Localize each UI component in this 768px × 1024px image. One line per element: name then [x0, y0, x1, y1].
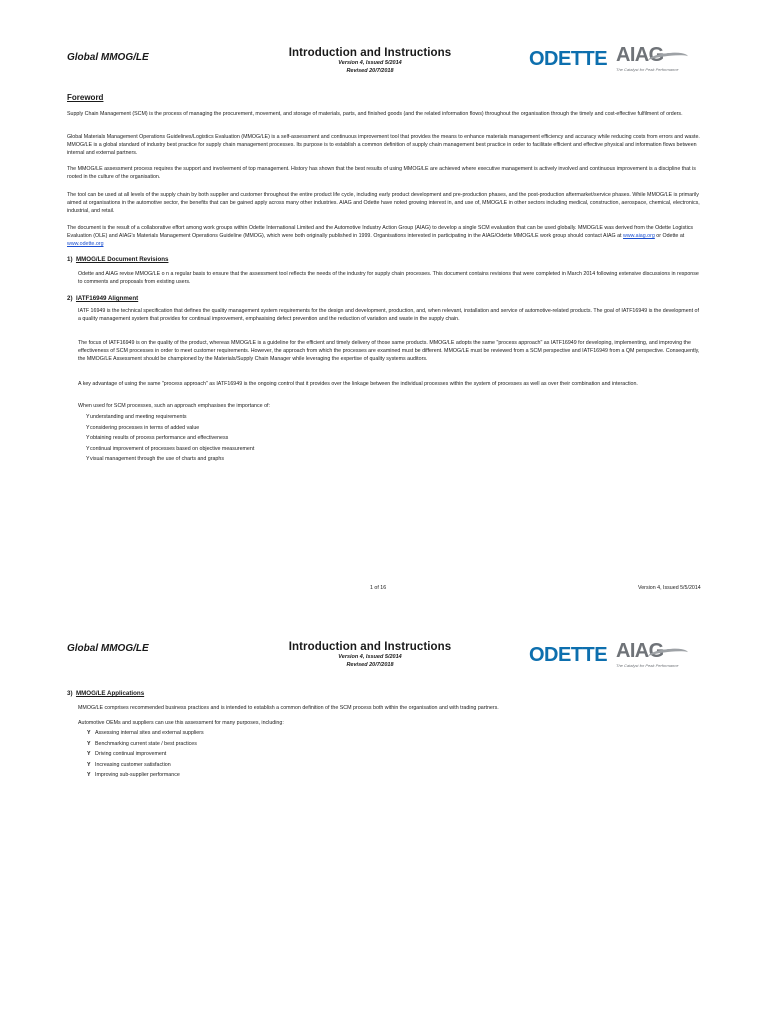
- odette-logo: ODETTE: [529, 644, 608, 666]
- paragraph: IATF 16949 is the technical specification that defines the quality management system requirements for the design and development, production, and, when relevant, installation and service of automotive-related products. The goal of IATF16949 is the development of a quality management system that provides for continual improvement, emphasising defect prevention and the reduction of variation and waste in the supply chain.: [78, 308, 699, 322]
- list-item: Y Increasing customer satisfaction: [78, 760, 702, 771]
- bullet-icon: Y: [86, 424, 90, 431]
- footer-version: Version 4, Issued 5/5/2014: [638, 585, 701, 591]
- paragraph: MMOG/LE comprises recommended business practices and is intended to establish a common definition of the SCM process both within the organisation and with trading partners.: [78, 705, 499, 711]
- aiag-logo: AIAG: [616, 640, 664, 662]
- paragraph: The document is the result of a collaborative effort among work groups within Odette International Limited and the Automotive Industry Action Group (AIAG) to develop a single SCM evaluation that can be used globally. MMOG/LE was derived from the Odette Logistics Evaluation (OLE) and AIAG's Materials Management Operations Guideline (MMOG), which were both originally published in 1999. Organisations interested in participating in the AIAG/Odette MMOG/LE work group should contact AIAG at www.aiag.org or Odette at www.odette.org: [67, 225, 694, 247]
- list-item: Y Improving sub-supplier performance: [78, 770, 702, 781]
- list-item: Y Benchmarking current state / best practices: [78, 739, 702, 750]
- foreword-para-5: [67, 225, 702, 249]
- section-2-bullets: [78, 412, 702, 465]
- section-2-para-1: [78, 308, 702, 324]
- bullet-list: [78, 728, 702, 781]
- list-item: Y Driving continual improvement: [78, 749, 702, 760]
- paragraph: The tool can be used at all levels of the supply chain by both supplier and customer throughout the entire product life cycle, including early product development and pre-production phases, and the post-production aftermarket/service phases. While MMOG/LE is primarily aimed at organisations in the automotive sector, the benefits that can be gained apply across many other industries. AIAG and Odette have noted growing interest in, and use of, MMOG/LE in other sectors including medical, construction, aerospace, chemical, electronics, industrial, and retail.: [67, 192, 700, 214]
- page-2: [0, 610, 768, 1024]
- logo-group: [527, 640, 697, 672]
- aiag-tagline: The Catalyst for Peak Performance: [616, 67, 679, 72]
- page-header: [270, 641, 470, 669]
- section-3-bullets: [78, 728, 702, 781]
- doc-left-title: Global MMOG/LE: [67, 643, 149, 654]
- paragraph: When used for SCM processes, such an approach emphasises the importance of:: [78, 403, 270, 409]
- section-2-para-3: [78, 381, 702, 389]
- foreword-para-1: [67, 111, 702, 119]
- revised-line: Revised 20/7/2018: [346, 68, 394, 74]
- bullet-icon: Y: [86, 435, 90, 441]
- paragraph: Global Materials Management Operations Guidelines/Logistics Evaluation (MMOG/LE) is a self-assessment and continuous improvement tool that provides the means to enhance materials management efficiency and accuracy while reducing costs from errors and waste. MMOG/LE is a global standard of industry best practice for supply chain management processes. Its purpose is to establish a common definition of supply chain management best practice in order to facilitate efficient and effective physical and information flows between internal and external partners.: [67, 134, 700, 156]
- doc-left-title: Global MMOG/LE: [67, 52, 149, 63]
- revised-line: Revised 20/7/2018: [346, 662, 394, 668]
- paragraph: The MMOG/LE assessment process requires the support and involvement of top management. History has shown that the best results of using MMOG/LE are achieved where executive management is actively involved and continuous improvement is a discipline that is rooted in the culture of the organisation.: [67, 166, 696, 180]
- version-line: Version 4, Issued 5/2014: [338, 654, 402, 660]
- paragraph: A key advantage of using the same "process approach" as IATF16949 is the ongoing control that it provides over the linkage between the individual processes within the system of processes as well as over their combination and interaction.: [78, 381, 638, 387]
- foreword-heading: Foreword: [67, 93, 104, 102]
- foreword-para-4: [67, 192, 702, 216]
- page-title: Introduction and Instructions: [288, 641, 452, 653]
- section-3-para-2: [78, 720, 702, 728]
- list-item: Y continual improvement of processes based on objective measurement: [78, 444, 702, 455]
- paragraph: Automotive OEMs and suppliers can use this assessment for many purposes, including:: [78, 720, 284, 726]
- section-1-heading: 1) MMOG/LE Document Revisions: [67, 256, 169, 263]
- section-1-text: [78, 271, 702, 287]
- section-3-para-1: [78, 705, 702, 713]
- foreword-para-3: [67, 166, 702, 182]
- bullet-icon: Y: [86, 456, 90, 462]
- section-2-para-4: [78, 403, 702, 411]
- list-item: Y obtaining results of process performance and effectiveness: [78, 433, 702, 444]
- bullet-icon: Y: [86, 445, 90, 452]
- paragraph: Odette and AIAG revise MMOG/LE o n a regular basis to ensure that the assessment tool reflects the needs of the industry for supply chain processes. This document contains revisions that were completed in March 2014 following extensive discussions in response to comments and proposals from existing users.: [78, 271, 699, 285]
- bullet-icon: Y: [86, 414, 90, 420]
- bullet-icon: Y: [87, 761, 91, 768]
- foreword-para-2: [67, 134, 702, 158]
- foreword-section: [67, 94, 702, 102]
- bullet-icon: Y: [87, 740, 91, 747]
- list-item: Y considering processes in terms of added value: [78, 423, 702, 434]
- version-line: Version 4, Issued 5/2014: [338, 60, 402, 66]
- list-item: Y understanding and meeting requirements: [78, 412, 702, 423]
- page-header: [270, 47, 470, 75]
- logo-group: [527, 44, 697, 76]
- odette-logo: ODETTE: [529, 48, 608, 70]
- section-3-heading: 3) MMOG/LE Applications: [67, 690, 145, 697]
- bullet-icon: Y: [87, 751, 91, 757]
- bullet-list: [78, 412, 702, 465]
- aiag-logo: AIAG: [616, 44, 664, 66]
- section-2-para-2: [78, 340, 702, 364]
- odette-link[interactable]: www.odette.org: [67, 240, 104, 247]
- section-2-heading: 2) IATF16949 Alignment: [67, 295, 139, 302]
- bullet-icon: Y: [87, 772, 91, 778]
- page-number: 1 of 16: [370, 585, 387, 591]
- bullet-icon: Y: [87, 730, 91, 736]
- list-item: Y visual management through the use of charts and graphs: [78, 454, 702, 465]
- paragraph: The focus of IATF16949 is on the quality of the product, whereas MMOG/LE is a guideline for the efficient and timely delivery of those same products. MMOG/LE adopts the same "process approach" as IATF16949 for developing, implementing, and improving the effectiveness of SCM processes in order to meet customer requirements. However, the approach from which the processes are examined must be different. MMOG/LE must be reviewed from a SCM perspective and IATF16949 from a QM perspective. Consequently, the MMOG/LE Assessment should be championed by the Materials/Supply Chain Manager while leveraging the expertise of quality systems auditors.: [78, 340, 700, 362]
- list-item: Y Assessing internal sites and external suppliers: [78, 728, 702, 739]
- page-title: Introduction and Instructions: [288, 47, 452, 59]
- aiag-link[interactable]: www.aiag.org: [623, 232, 655, 239]
- aiag-tagline: The Catalyst for Peak Performance: [616, 663, 679, 668]
- paragraph: Supply Chain Management (SCM) is the process of managing the procurement, movement, and storage of materials, parts, and finished goods (and the related information flows) throughout the organisation through the timely and cost-effective fulfilment of orders.: [67, 111, 683, 117]
